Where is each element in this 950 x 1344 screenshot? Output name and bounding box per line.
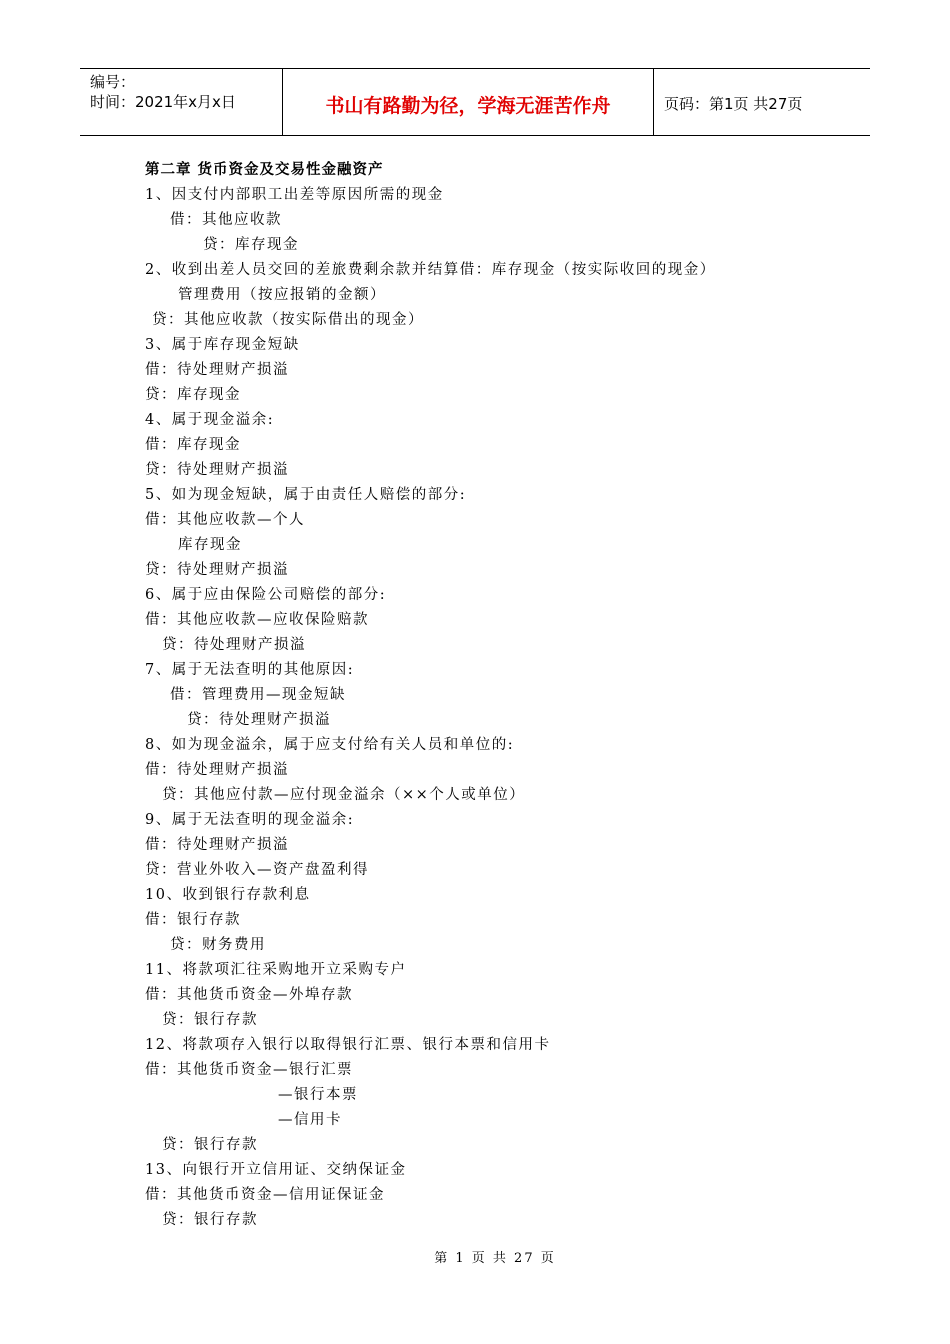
serial-label: 编号： [90,73,136,91]
text-line: 借：待处理财产损溢 [145,837,289,853]
text-line: 借：其他应收款—应收保险赔款 [145,612,369,628]
text-line: 贷：银行存款 [162,1212,258,1228]
text-line: 3、属于库存现金短缺 [145,337,300,353]
date-line: 时间：2021年x月x日 [90,93,236,111]
text-line: 库存现金 [178,537,242,553]
header-motto-cell [282,69,654,135]
header-table [80,68,870,136]
text-line: 借：待处理财产损溢 [145,362,289,378]
text-line: 9、属于无法查明的现金溢余: [145,812,355,828]
text-line: 贷：待处理财产损溢 [187,712,331,728]
text-line: 1、因支付内部职工出差等原因所需的现金 [145,187,444,203]
text-line: 13、向银行开立信用证、交纳保证金 [145,1162,407,1178]
header-page-cell [654,69,870,135]
text-line: 贷：库存现金 [203,237,299,253]
text-line: 借：其他货币资金—外埠存款 [145,987,353,1003]
text-line: 借：待处理财产损溢 [145,762,289,778]
text-line: —信用卡 [278,1112,342,1128]
text-line: 借：管理费用—现金短缺 [170,687,346,703]
page-info: 页码：第1页 共27页 [664,95,803,113]
text-line: 贷：库存现金 [145,387,241,403]
text-line: 借：其他货币资金—银行汇票 [145,1062,353,1078]
text-line: 借：其他货币资金—信用证保证金 [145,1187,385,1203]
text-line: 借：库存现金 [145,437,241,453]
text-line: —银行本票 [278,1087,358,1103]
motto: 书山有路勤为径，学海无涯苦作舟 [325,95,611,117]
text-line: 6、属于应由保险公司赔偿的部分: [145,587,387,603]
text-line: 贷：营业外收入—资产盘盈利得 [145,862,369,878]
text-line: 管理费用（按应报销的金额） [178,287,386,303]
text-line: 11、将款项汇往采购地开立采购专户 [145,962,407,978]
header-meta-cell [80,69,282,135]
text-line: 贷：待处理财产损溢 [162,637,306,653]
text-line: 借：其他应收款—个人 [145,512,305,528]
text-line: 4、属于现金溢余: [145,412,275,428]
text-line: 贷：财务费用 [170,937,266,953]
text-line: 12、将款项存入银行以取得银行汇票、银行本票和信用卡 [145,1037,551,1053]
page-footer: 第 1 页 共 27 页 [434,1251,556,1266]
text-line: 2、收到出差人员交回的差旅费剩余款并结算借：库存现金（按实际收回的现金） [145,262,716,278]
text-line: 8、如为现金溢余，属于应支付给有关人员和单位的: [145,737,515,753]
text-line: 借：其他应收款 [170,212,282,228]
text-line: 贷：银行存款 [162,1012,258,1028]
text-line: 借：银行存款 [145,912,241,928]
text-line: 贷：待处理财产损溢 [145,462,289,478]
text-line: 贷：待处理财产损溢 [145,562,289,578]
text-line: 贷：其他应付款—应付现金溢余（××个人或单位） [162,787,526,803]
text-line: 5、如为现金短缺，属于由责任人赔偿的部分: [145,487,467,503]
chapter-title: 第二章 货币资金及交易性金融资产 [145,162,384,178]
text-line: 贷：其他应收款（按实际借出的现金） [152,312,424,328]
text-line: 7、属于无法查明的其他原因: [145,662,355,678]
text-line: 贷：银行存款 [162,1137,258,1153]
text-line: 10、收到银行存款利息 [145,887,311,903]
